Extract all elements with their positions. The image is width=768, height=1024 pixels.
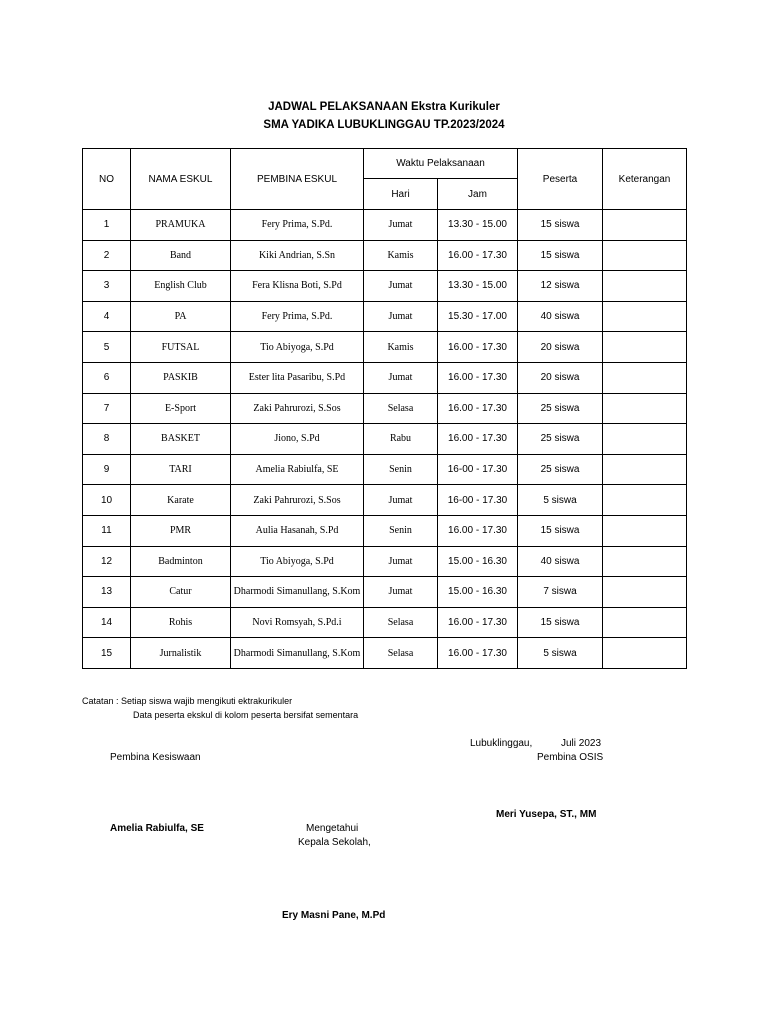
cell-jam: 16.00 - 17.30 [438, 424, 518, 455]
cell-keterangan [603, 485, 687, 516]
osis-name: Meri Yusepa, ST., MM [496, 809, 597, 820]
cell-keterangan [603, 362, 687, 393]
mengetahui-label: Mengetahui [306, 823, 359, 834]
cell-pembina-eskul: Fery Prima, S.Pd. [231, 301, 364, 332]
header-jam: Jam [438, 179, 518, 210]
cell-pembina-eskul: Zaki Pahrurozi, S.Sos [231, 393, 364, 424]
table-row [83, 240, 687, 271]
table-row [83, 271, 687, 302]
cell-keterangan [603, 332, 687, 363]
cell-keterangan [603, 393, 687, 424]
cell-no: 9 [83, 454, 131, 485]
cell-pembina-eskul: Novi Romsyah, S.Pd.i [231, 607, 364, 638]
cell-no: 5 [83, 332, 131, 363]
table-row [83, 210, 687, 241]
table-row [83, 393, 687, 424]
signature-date: Juli 2023 [561, 738, 602, 749]
cell-hari: Jumat [364, 362, 438, 393]
cell-hari: Kamis [364, 240, 438, 271]
cell-keterangan [603, 515, 687, 546]
cell-keterangan [603, 424, 687, 455]
cell-nama-eskul: Rohis [131, 607, 231, 638]
cell-nama-eskul: PRAMUKA [131, 210, 231, 241]
cell-jam: 15.30 - 17.00 [438, 301, 518, 332]
cell-hari: Selasa [364, 393, 438, 424]
cell-pembina-eskul: Dharmodi Simanullang, S.Kom [231, 638, 364, 669]
cell-peserta: 12 siswa [518, 271, 603, 302]
cell-nama-eskul: Jurnalistik [131, 638, 231, 669]
cell-no: 1 [83, 210, 131, 241]
cell-no: 10 [83, 485, 131, 516]
cell-nama-eskul: E-Sport [131, 393, 231, 424]
cell-peserta: 15 siswa [518, 607, 603, 638]
cell-peserta: 20 siswa [518, 362, 603, 393]
header-hari: Hari [364, 179, 438, 210]
table-row [83, 424, 687, 455]
cell-no: 12 [83, 546, 131, 577]
cell-pembina-eskul: Ester lita Pasaribu, S.Pd [231, 362, 364, 393]
cell-no: 11 [83, 515, 131, 546]
kepala-sekolah-title: Kepala Sekolah, [298, 837, 371, 848]
cell-hari: Jumat [364, 301, 438, 332]
cell-jam: 16.00 - 17.30 [438, 393, 518, 424]
cell-peserta: 40 siswa [518, 546, 603, 577]
cell-nama-eskul: TARI [131, 454, 231, 485]
cell-jam: 16.00 - 17.30 [438, 362, 518, 393]
header-no: NO [83, 149, 131, 210]
cell-peserta: 20 siswa [518, 332, 603, 363]
cell-no: 7 [83, 393, 131, 424]
note-line-1: Catatan : Setiap siswa wajib mengikuti ektrakurikuler [82, 696, 293, 706]
cell-hari: Jumat [364, 546, 438, 577]
cell-keterangan [603, 546, 687, 577]
cell-nama-eskul: BASKET [131, 424, 231, 455]
cell-pembina-eskul: Amelia Rabiulfa, SE [231, 454, 364, 485]
table-row [83, 454, 687, 485]
cell-keterangan [603, 577, 687, 608]
cell-keterangan [603, 271, 687, 302]
kepala-sekolah-name: Ery Masni Pane, M.Pd [282, 910, 386, 921]
cell-peserta: 15 siswa [518, 515, 603, 546]
cell-nama-eskul: Karate [131, 485, 231, 516]
table-row [83, 607, 687, 638]
table-row [83, 362, 687, 393]
cell-nama-eskul: PMR [131, 515, 231, 546]
cell-jam: 15.00 - 16.30 [438, 546, 518, 577]
cell-hari: Jumat [364, 271, 438, 302]
cell-no: 14 [83, 607, 131, 638]
header-waktu-pelaksanaan: Waktu Pelaksanaan [364, 149, 518, 179]
cell-hari: Senin [364, 454, 438, 485]
cell-peserta: 7 siswa [518, 577, 603, 608]
header-pembina-eskul: PEMBINA ESKUL [231, 149, 364, 210]
cell-peserta: 40 siswa [518, 301, 603, 332]
cell-jam: 16.00 - 17.30 [438, 638, 518, 669]
cell-no: 15 [83, 638, 131, 669]
cell-keterangan [603, 301, 687, 332]
cell-jam: 13.30 - 15.00 [438, 210, 518, 241]
cell-nama-eskul: PA [131, 301, 231, 332]
table-row [83, 515, 687, 546]
cell-peserta: 15 siswa [518, 210, 603, 241]
osis-title: Pembina OSIS [537, 752, 604, 763]
cell-no: 8 [83, 424, 131, 455]
cell-hari: Jumat [364, 485, 438, 516]
cell-no: 13 [83, 577, 131, 608]
cell-nama-eskul: English Club [131, 271, 231, 302]
header-peserta: Peserta [518, 149, 603, 210]
table-row [83, 577, 687, 608]
cell-keterangan [603, 607, 687, 638]
cell-keterangan [603, 454, 687, 485]
cell-hari: Kamis [364, 332, 438, 363]
cell-hari: Rabu [364, 424, 438, 455]
cell-pembina-eskul: Tio Abiyoga, S.Pd [231, 546, 364, 577]
cell-jam: 16.00 - 17.30 [438, 607, 518, 638]
cell-keterangan [603, 210, 687, 241]
cell-pembina-eskul: Dharmodi Simanullang, S.Kom [231, 577, 364, 608]
document-title: JADWAL PELAKSANAAN Ekstra Kurikuler [268, 101, 500, 113]
cell-keterangan [603, 240, 687, 271]
cell-jam: 16.00 - 17.30 [438, 240, 518, 271]
cell-keterangan [603, 638, 687, 669]
header-keterangan: Keterangan [603, 149, 687, 210]
cell-pembina-eskul: Fera Klisna Boti, S.Pd [231, 271, 364, 302]
cell-jam: 16-00 - 17.30 [438, 485, 518, 516]
cell-jam: 16.00 - 17.30 [438, 332, 518, 363]
table-row [83, 485, 687, 516]
cell-peserta: 25 siswa [518, 393, 603, 424]
cell-pembina-eskul: Aulia Hasanah, S.Pd [231, 515, 364, 546]
cell-pembina-eskul: Kiki Andrian, S.Sn [231, 240, 364, 271]
cell-nama-eskul: Catur [131, 577, 231, 608]
cell-nama-eskul: PASKIB [131, 362, 231, 393]
header-nama-eskul: NAMA ESKUL [131, 149, 231, 210]
cell-jam: 16-00 - 17.30 [438, 454, 518, 485]
cell-peserta: 5 siswa [518, 485, 603, 516]
cell-pembina-eskul: Zaki Pahrurozi, S.Sos [231, 485, 364, 516]
cell-nama-eskul: FUTSAL [131, 332, 231, 363]
table-row [83, 301, 687, 332]
cell-hari: Selasa [364, 607, 438, 638]
kesiswaan-name: Amelia Rabiulfa, SE [110, 823, 204, 834]
cell-hari: Senin [364, 515, 438, 546]
kesiswaan-title: Pembina Kesiswaan [110, 752, 201, 763]
cell-peserta: 25 siswa [518, 424, 603, 455]
signature-place: Lubuklinggau, [470, 738, 533, 749]
cell-jam: 15.00 - 16.30 [438, 577, 518, 608]
cell-peserta: 5 siswa [518, 638, 603, 669]
cell-peserta: 25 siswa [518, 454, 603, 485]
cell-peserta: 15 siswa [518, 240, 603, 271]
cell-pembina-eskul: Tio Abiyoga, S.Pd [231, 332, 364, 363]
schedule-table [82, 148, 687, 669]
cell-hari: Jumat [364, 577, 438, 608]
cell-no: 6 [83, 362, 131, 393]
cell-pembina-eskul: Jiono, S.Pd [231, 424, 364, 455]
cell-pembina-eskul: Fery Prima, S.Pd. [231, 210, 364, 241]
cell-hari: Jumat [364, 210, 438, 241]
cell-nama-eskul: Band [131, 240, 231, 271]
table-row [83, 332, 687, 363]
cell-hari: Selasa [364, 638, 438, 669]
document-subtitle: SMA YADIKA LUBUKLINGGAU TP.2023/2024 [263, 119, 505, 131]
cell-nama-eskul: Badminton [131, 546, 231, 577]
cell-no: 4 [83, 301, 131, 332]
table-row [83, 546, 687, 577]
cell-no: 3 [83, 271, 131, 302]
note-line-2: Data peserta ekskul di kolom peserta bersifat sementara [133, 710, 359, 720]
cell-jam: 13.30 - 15.00 [438, 271, 518, 302]
cell-no: 2 [83, 240, 131, 271]
cell-jam: 16.00 - 17.30 [438, 515, 518, 546]
table-row [83, 638, 687, 669]
